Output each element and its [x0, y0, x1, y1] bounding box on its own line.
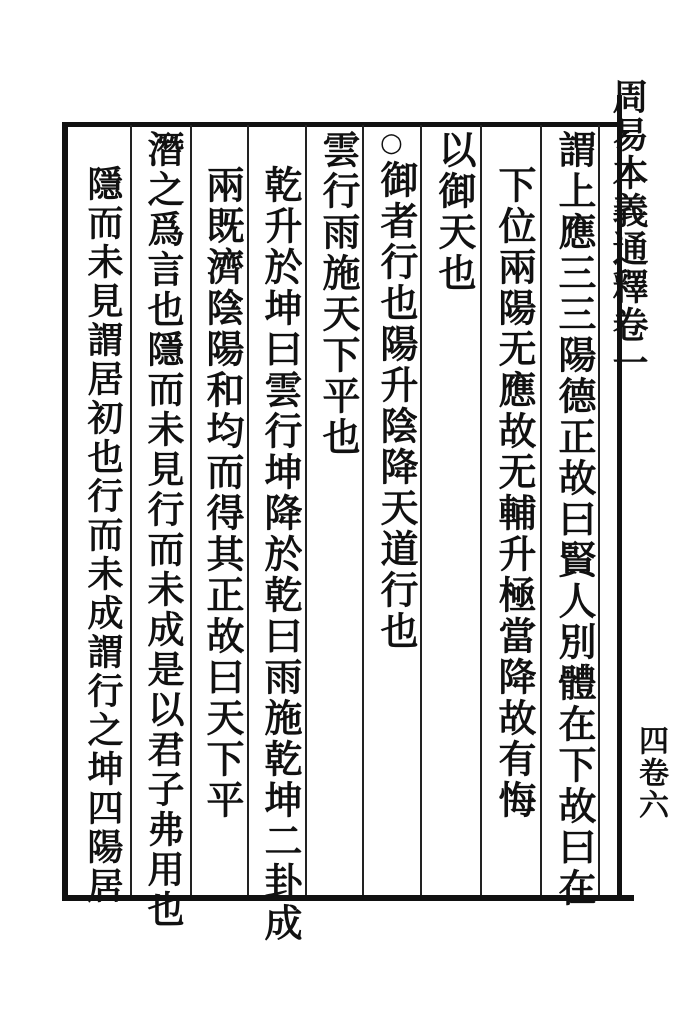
column-rule	[247, 125, 249, 895]
column-rule	[480, 125, 482, 895]
text-column-6: 乾升於坤曰雲行坤降於乾曰雨施乾坤二卦成	[258, 165, 303, 944]
column-rule	[305, 125, 307, 895]
column-rule	[540, 125, 542, 895]
column-rule	[598, 125, 600, 895]
text-column-8: 潛之爲言也隱而未見行而未成是以君子弗用也	[141, 130, 185, 930]
circle-marker: ○	[380, 128, 403, 158]
column-rule	[190, 125, 192, 895]
column-rule	[420, 125, 422, 895]
book-title-header: 周易本義通釋卷一	[607, 78, 649, 382]
text-column-3: 以御天也	[432, 130, 477, 294]
frame-left-border	[62, 122, 68, 901]
text-column-4: 御者行也陽升陰降天道行也	[374, 160, 419, 652]
column-rule	[362, 125, 364, 895]
folio-marker: 四卷六	[633, 725, 668, 821]
text-column-7: 兩既濟陰陽和均而得其正故曰天下平	[200, 165, 245, 821]
column-rule	[130, 125, 132, 895]
text-column-5: 雲行雨施天下平也	[316, 130, 361, 458]
text-column-2: 下位兩陽无應故无輔升極當降故有悔	[492, 165, 537, 821]
text-column-9: 隱而未見謂居初也行而未成謂行之坤四陽居	[82, 165, 124, 906]
frame-top-border	[62, 122, 622, 127]
text-column-1: 謂上應三三陽德正故曰賢人別體在下故曰在	[552, 130, 597, 909]
